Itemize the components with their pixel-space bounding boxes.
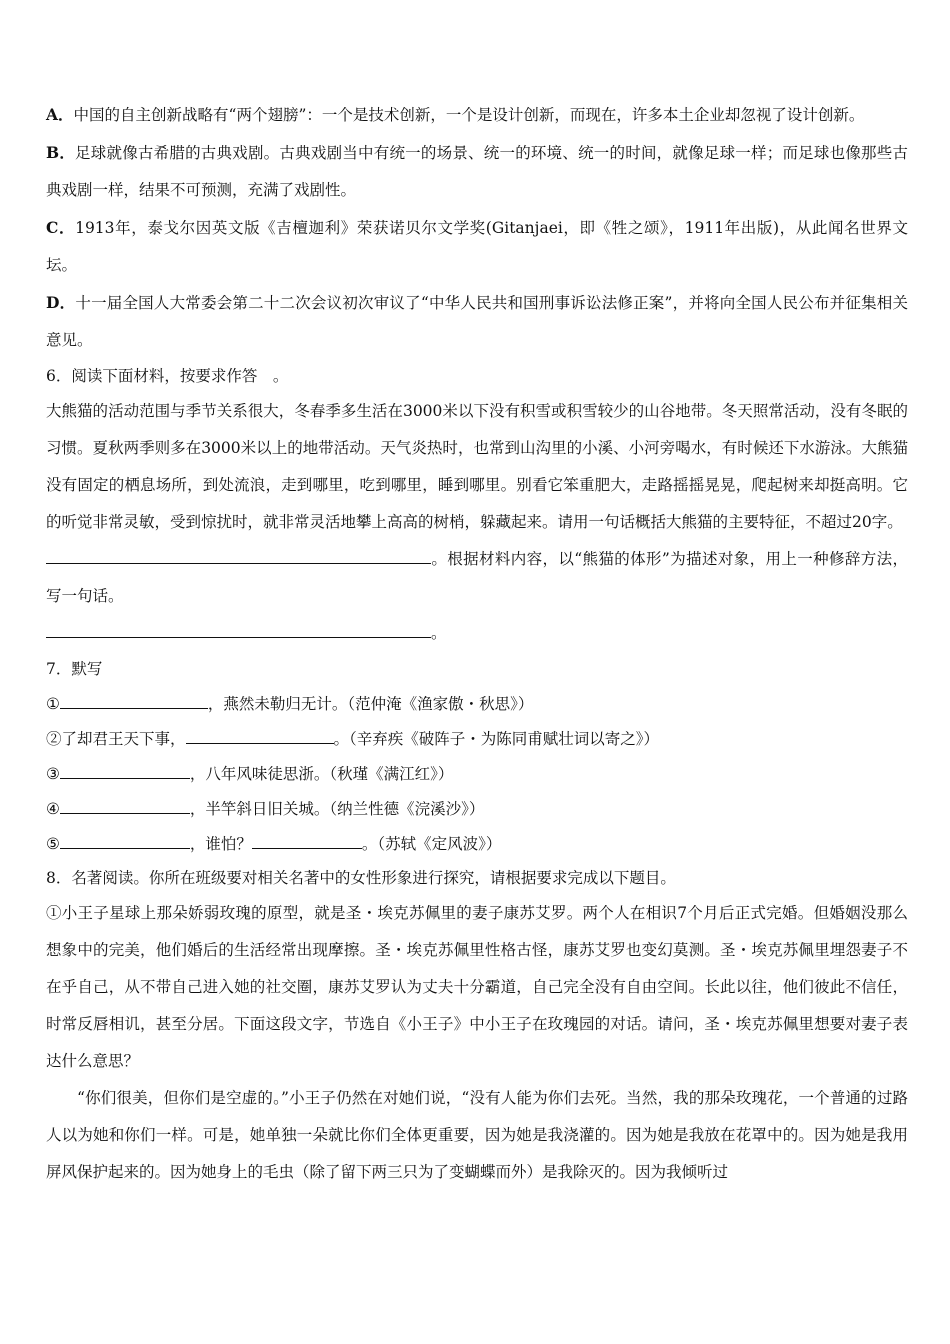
item-text: ，八年风味徒思浙。（秋瑾《满江红》） bbox=[189, 765, 454, 783]
little-prince-excerpt: “你们很美，但你们是空虚的。”小王子仍然在对她们说，“没有人能为你们去死。当然，我的那朵玫瑰花，一个普通的过路人以为她和你们一样。可是，她单独一朵就比你们全体更重要，因为她是我浇灌的。因为她是我放在花罩中的。因为她是我用屏风保护起来的。因为她身上的毛虫（除了留下两三只为了变蝴蝶而外）是我除灭的。因为我倾听过 bbox=[46, 1089, 908, 1181]
option-text: 足球就像古希腊的古典戏剧。古典戏剧当中有统一的场景、统一的环境、统一的时间，就像足球一样；而足球也像那些古典戏剧一样，结果不可预测，充满了戏剧性。 bbox=[46, 144, 908, 199]
item-number: ⑤ bbox=[46, 835, 60, 853]
item-number: ② bbox=[46, 730, 62, 748]
end-mark: 。 bbox=[431, 624, 447, 642]
answer-blank[interactable] bbox=[60, 826, 190, 849]
answer-blank[interactable] bbox=[60, 791, 190, 814]
option-label: C． bbox=[46, 218, 76, 237]
dictation-item-2 bbox=[46, 721, 908, 756]
option-text: 中国的自主创新战略有“两个翅膀”：一个是技术创新，一个是设计创新，而现在，许多本土企业却忽视了设计创新。 bbox=[73, 106, 865, 124]
dictation-item-5 bbox=[46, 826, 908, 861]
option-d bbox=[46, 284, 908, 359]
item-text: ，半竿斜日旧关城。（纳兰性德《浣溪沙》） bbox=[189, 800, 485, 818]
question-8-part-1: ①小王子星球上那朵娇弱玫瑰的原型，就是圣・埃克苏佩里的妻子康苏艾罗。两个人在相识7个月后正式完婚。但婚姻没那么想象中的完美，他们婚后的生活经常出现摩擦。圣・埃克苏佩里性格古怪，康苏艾罗也变幻莫测。圣・埃克苏佩里埋怨妻子不在乎自己，从不带自己进入她的社交圈，康苏艾罗认为丈夫十分霸道，自己完全没有自由空间。长此以往，他们彼此不信任，时常反唇相讥，甚至分居。下面这段文字，节选自《小王子》中小王子在玫瑰园的对话。请问，圣・埃克苏佩里想要对妻子表达什么意思？ bbox=[46, 904, 908, 1070]
answer-blank[interactable] bbox=[46, 615, 431, 638]
question-6-answer-1 bbox=[46, 541, 908, 615]
panda-passage: 大熊猫的活动范围与季节关系很大，冬春季多生活在3000米以下没有积雪或积雪较少的山谷地带。冬天照常活动，没有冬眠的习惯。夏秋两季则多在3000米以上的地带活动。天气炎热时，也常到山沟里的小溪、小河旁喝水，有时候还下水游泳。大熊猫没有固定的栖息场所，到处流浪，走到哪里，吃到哪里，睡到哪里。别看它笨重肥大，走路摇摇晃晃，爬起树来却挺高明。它的听觉非常灵敏，受到惊扰时，就非常灵活地攀上高高的树梢，躲藏起来。请用一句话概括大熊猫的主要特征，不超过20字。 bbox=[46, 402, 908, 531]
option-label: D． bbox=[46, 293, 76, 312]
item-text: 了却君王天下事， bbox=[61, 730, 186, 748]
option-a bbox=[46, 96, 908, 134]
item-text: 。（辛弃疾《破阵子・为陈同甫赋壮词以寄之》） bbox=[333, 730, 660, 748]
dictation-item-3 bbox=[46, 756, 908, 791]
option-label: A． bbox=[46, 105, 74, 124]
option-text: 1913年，泰戈尔因英文版《吉檀迦利》荣获诺贝尔文学奖(Gitanjaei，即《牲之颂》，1911年出版)，从此闻名世界文坛。 bbox=[46, 219, 908, 274]
option-text: 十一届全国人大常委会第二十二次会议初次审议了“中华人民共和国刑事诉讼法修正案”，并将向全国人民公布并征集相关意见。 bbox=[46, 294, 908, 349]
item-text: ，燕然未勒归无计。（范仲淹《渔家傲・秋思》） bbox=[207, 695, 534, 713]
item-number: ③ bbox=[46, 765, 60, 783]
question-6-passage bbox=[46, 393, 908, 541]
item-text: 。（苏轼《定风波》） bbox=[361, 835, 502, 853]
option-b bbox=[46, 134, 908, 209]
question-6-heading: 6．阅读下面材料，按要求作答 。 bbox=[46, 367, 289, 385]
question-8-heading: 8．名著阅读。你所在班级要对相关名著中的女性形象进行探究，请根据要求完成以下题目。 bbox=[46, 869, 676, 887]
answer-blank[interactable] bbox=[60, 756, 190, 779]
answer-blank[interactable] bbox=[186, 721, 334, 744]
question-6-prompt-2: 。根据材料内容，以“熊猫的体形”为描述对象，用上一种修辞方法，写一句话。 bbox=[46, 550, 908, 605]
answer-blank[interactable] bbox=[46, 541, 431, 564]
option-label: B． bbox=[46, 143, 76, 162]
document-page bbox=[46, 96, 908, 1191]
question-6-answer-2 bbox=[46, 615, 908, 652]
item-number: ④ bbox=[46, 800, 60, 818]
dictation-item-4 bbox=[46, 791, 908, 826]
question-7-heading: 7．默写 bbox=[46, 660, 103, 678]
item-number: ① bbox=[46, 695, 60, 713]
dictation-item-1 bbox=[46, 686, 908, 721]
item-text: ，谁怕？ bbox=[189, 835, 252, 853]
option-c bbox=[46, 209, 908, 284]
answer-blank[interactable] bbox=[252, 826, 362, 849]
answer-blank[interactable] bbox=[60, 686, 208, 709]
